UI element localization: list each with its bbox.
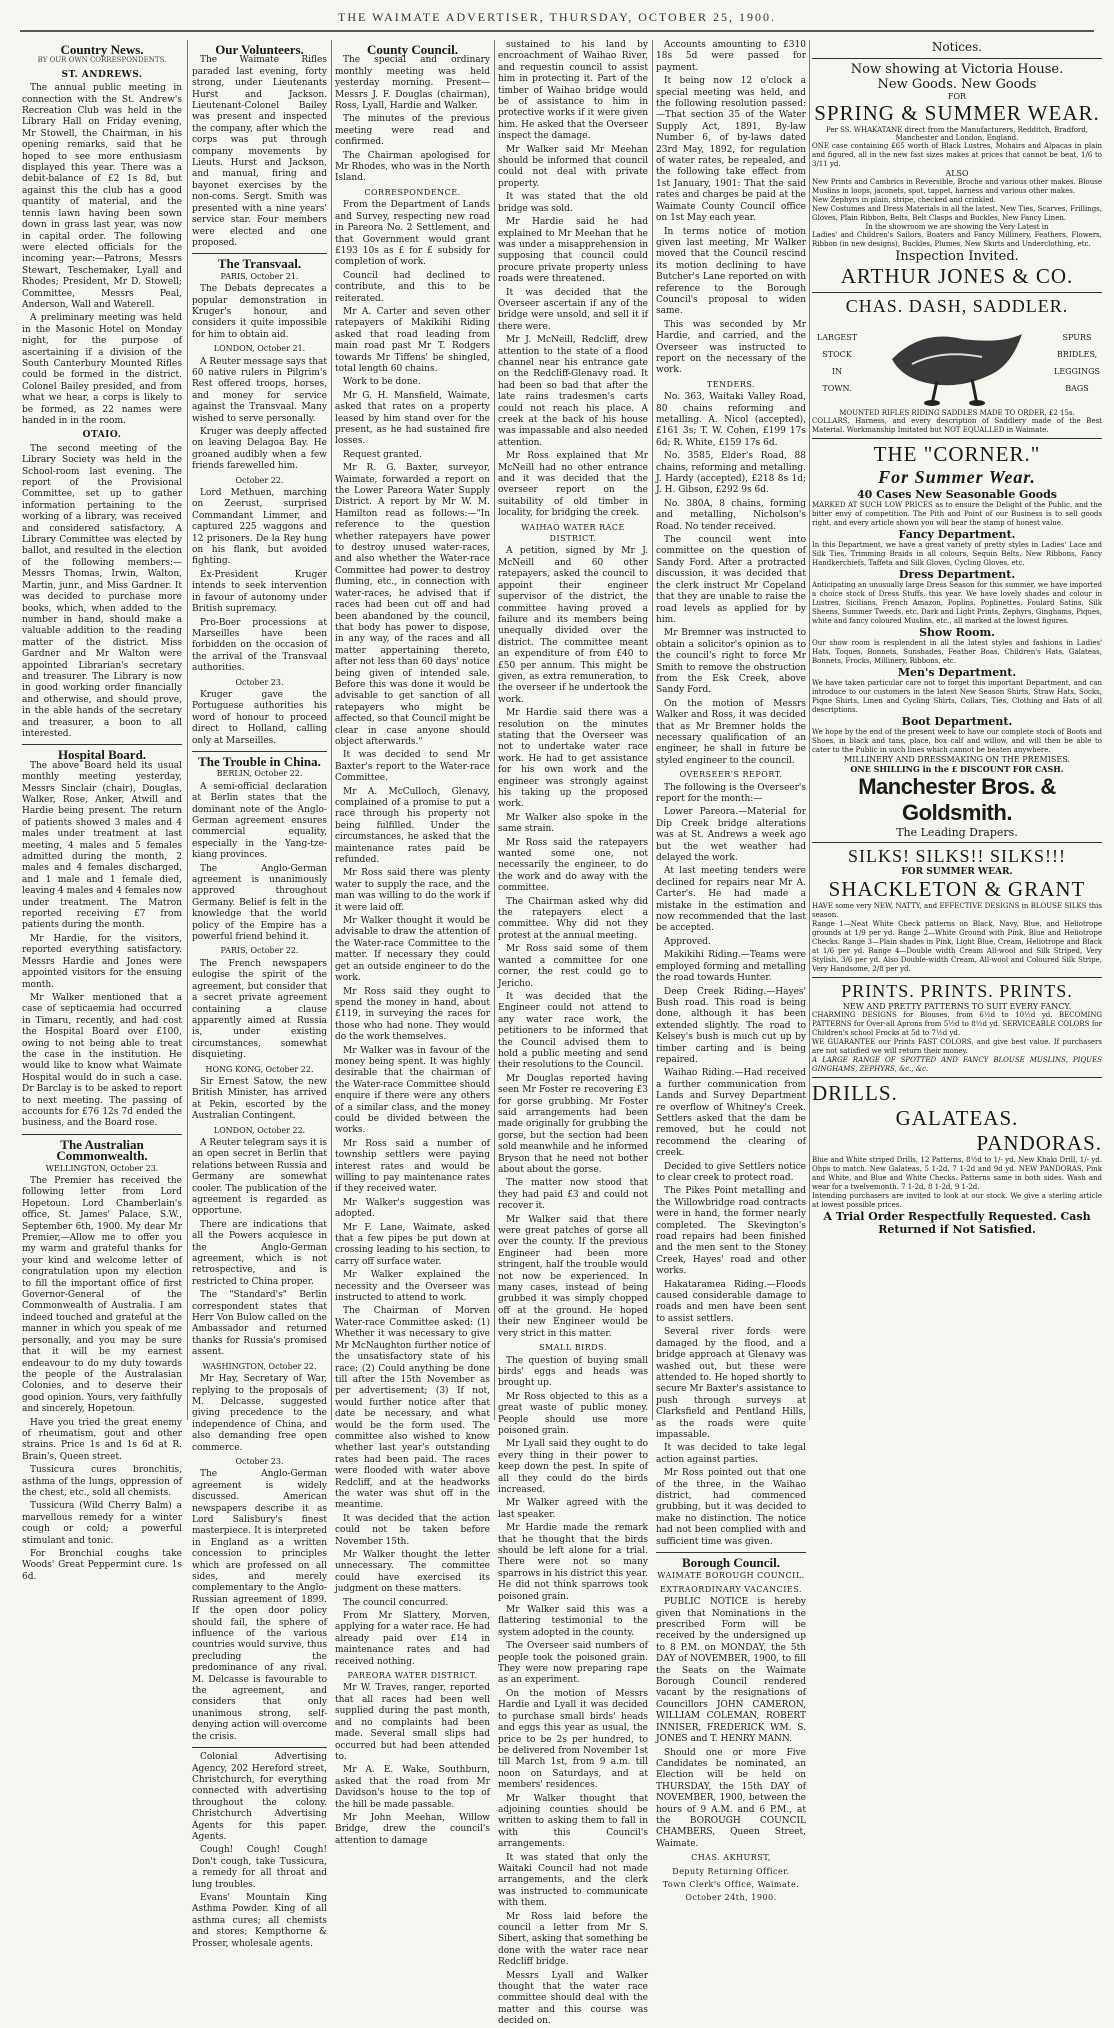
dateline: WELLINGTON, October 23. [45,1163,159,1173]
ad-line: Now showing at Victoria House. [850,62,1064,77]
paragraph: This was seconded by Mr Hardie, and carried, and the Overseer was instructed to report on the necessary of the work. [656,319,806,376]
ad-line: STOCK [822,350,852,359]
notice-subheading: EXTRAORDINARY VACANCIES. [660,1584,802,1594]
ad-line: GALATEAS. [895,1106,1019,1130]
paragraph: Kruger gave the Portuguese authorities his word of honour to proceed direct to Holland, calling only at Marseilles. [192,689,327,746]
ad-line: A Trial Order Respectfully Requested. Cash Returned if Not Satisfied. [823,1210,1091,1236]
ad-line: New Zephyrs in plain, stripe, checked and crinkled. [812,196,997,204]
column-2 [192,40,327,1949]
paragraph: Kruger was deeply affected on leaving Delagoa Bay. He groaned audibly when a few friends farewelled him. [192,427,327,472]
paragraph: Mr Ross said a number of township settlers were paying interest rates and would be willing to pay maintenance rates if they received water. [335,1138,490,1195]
headline-country-news: Country News. [60,42,144,57]
paragraph: A preliminary meeting was held in the Masonic Hotel on Monday night, for the purpose of ascertaining if a division of the South Canterbury Mounted Rifles could be formed in the district. Colonel Bailey presided, and from what we hear, a corps is likely to be formed, as 22 names were handed in in the room. [22,313,182,426]
paragraph: Makikihi Riding.—Teams were employed forming and metalling the road towards Hunter. [656,950,806,984]
ad-line: FOR [947,92,967,101]
ad-line: LEGGINGS [1054,367,1100,376]
paragraph: Ex-President Kruger intends to seek intervention in favour of autonomy under British supremacy. [192,569,327,615]
paragraph: Deep Creek Riding.—Hayes' Bush road. This road is being done, although it has been extended slightly. The road to Kelsey's bush is much cut up by timber carting and is being repaired. [656,986,806,1065]
subhead-overseers-report: OVERSEER'S REPORT. [679,770,783,780]
signature: CHAS. AKHURST, [691,1853,771,1863]
paragraph: In terms notice of motion given last meeting, Mr Walker moved that the Council rescind its motion declining to have Butcher's Lane reported on with reference to the Borough Council's proposal to widen same. [656,226,806,317]
ad-line: TOWN. [822,384,852,393]
divider [192,751,327,752]
paragraph: The "Standard's" Berlin correspondent states that Herr Von Bulow called on the Ambassador and returned thanks for Russia's promised assent. [192,1290,327,1358]
paragraph: Council had declined to contribute, and this to be reiterated. [335,270,490,304]
paragraph: Approved. [664,936,711,947]
paragraph: No. 3585, Elder's Road, 88 chains, reforming and metalling. J. Hardy (accepted), £218 8s 1d; J. H. Gibson, £292 9s 6d. [656,451,806,496]
ad-line: ARTHUR JONES & CO. [840,264,1074,288]
divider [192,253,327,254]
column-3 [335,40,490,1846]
ad-line: Our show room is resplendent in all the latest styles and fashions in Ladies' Hats, Toques, Bonnets, Sunshades, Feather Boas, Children's Hats, Galateas, Bonnets, Frocks, Millinery, Ribbons, etc. [812,639,1102,665]
ad-line: ONE case containing £65 worth of Black Lustres, Mohairs and Alpacas in plain and figured, all in the new fast sizes makes at prices that cannot be beat, 1/6 to 3/11 yd. [812,142,1102,168]
paragraph: Mr Walker was in favour of the money being spent. It was highly desirable that the chairman of the Water-race Committee should enquire if there were any others of a similar class, and the money could be divided between the works. [335,1045,490,1136]
ad-shackleton-grant [812,842,1102,977]
paragraph: The Anglo-German agreement is widely discussed. American newspapers describe it as Lord Salisbury's finest masterpiece. It is interpreted in England as a written concession to principles which are professed on all sides, and merely complementary to the Anglo-Russian agreement of 1899. If the open door policy should fail, the sphere of influence of the various countries would survive, thus precluding the predominance of any rival. M. Delcasse is favourable to the agreement, and considers that only unanimous strong, self-denying action will overcome the crisis. [192,1469,327,1742]
paragraph: Colonial Advertising Agency, 202 Hereford street, Christchurch, for everything connected with advertising throughout the colony. Christchurch Advertising Agents for this paper. Agents. [192,1752,327,1842]
signature: Deputy Returning Officer. [672,1866,790,1876]
divider [192,1747,327,1748]
subhead-waihao-water: WAIHAO WATER RACE DISTRICT. [521,522,625,544]
paragraph: Request granted. [343,449,422,460]
signature: Town Clerk's Office, Waimate. [662,1879,800,1889]
paragraph: Mr Ross pointed out that one of the three, in the Waihao district, had commenced grubbing, but it was decided to make no distinction. The notice had not been complied with and sufficient time was given. [656,1468,806,1547]
paragraph: Mr Hay, Secretary of War, replying to the proposals of M. Delcasse, suggested giving precedence to the independence of China, and also demanding free open commerce. [192,1374,327,1453]
ad-line: SILKS! SILKS!! SILKS!!! [848,846,1066,866]
paragraph: Mr A. McCulloch, Glenavy, complained of a promise to put a race through his property not being fulfilled. Under the circumstances, he asked that the maintenance rates paid be refunded. [335,786,490,866]
subhead-pareora-water: PAREORA WATER DISTRICT. [347,1671,478,1681]
paragraph: No. 363, Waitaki Valley Road, 80 chains reforming and metalling. A. Nicol (accepted), £161 3s; T. W. Cohen, £199 17s 6d; R. White, £159 17s 6d. [656,392,806,448]
ad-line: Anticipating an unusually large Dress Season for this summer, we have imported a choice stock of Dress Stuffs, this year. We have lovely shades and colour in Lustres, Sicilians, French Amazon, Poplins, Poplinettes, Foulard Satins, Silk Sheens, Summer Tweeds, etc. Dark and Light Prints, Zephyrs, Ginghams, Piques, white and fancy coloured Muslins, etc., all marked at the lowest figures. [812,581,1102,625]
paragraph: At last meeting tenders were declined for repairs near Mr A. Carter's. He had made a mistake in the estimation and now recommended that the last be accepted. [656,866,806,934]
subhead-tenders: TENDERS. [706,379,756,389]
paragraph: It was decided to take legal action against parties. [656,1443,806,1465]
ad-line: Show Room. [919,626,995,639]
paragraph: A semi-official declaration at Berlin states that the dominant note of the Anglo-German agreement ensures commercial equality, especially in the Yang-tze-kiang provinces. [192,781,327,861]
dateline: BERLIN, October 22. [216,769,303,779]
column-rule [494,40,495,1420]
ad-line: MILLINERY AND DRESSMAKING ON THE PREMISES. [844,755,1070,764]
paragraph: The Pikes Point metalling and the Willowbridge road contracts were in hand, the former nearly completed. The Skevington's road repairs had been finished and the men sent to the Stoney Creek, Hayes' road and other works. [656,1186,806,1277]
divider [22,744,182,745]
paragraph: It was decided to send Mr Baxter's report to the Water-race Committee. [335,750,490,784]
newspaper-title: THE WAIMATE ADVERTISER, THURSDAY, OCTOBER 25, 1900. [338,10,776,24]
ad-line: CHAS. DASH, SADDLER. [845,296,1069,316]
paragraph: Mr Walker thought the letter unnecessary. The committee could have exercised its judgment on these matters. [335,1550,490,1595]
paragraph: Waihao Riding.—Had received a further communication from Lands and Survey Department re overflow of Whitney's Creek. Settlers asked that the dam be removed, but he could not recommend the clearing of creek. [656,1068,806,1159]
ad-line: CHARMING DESIGNS for Blouses, from 6½d to 10½d yd. BECOMING PATTERNS for Over-all Aprons from 5½d to 8½d yd. SERVICEABLE COLORS for Children's school Frocks at 5d to 7½d yd. [812,1011,1102,1037]
dateline: PARIS, October 21. [220,271,299,281]
paragraph: For Bronchial coughs take Woods' Great Peppermint cure. 1s 6d. [22,1549,182,1582]
ad-line: MOUNTED RIFLES RIDING SADDLES MADE TO ORDER, £2 15s. [839,409,1075,417]
ad-line: COLLARS, Harness, and every description of Saddlery made of the Best Material. Workmanship Imitated but NOT EQUALLED in Waimate. [812,417,1102,434]
paragraph: The question of buying small birds' eggs and heads was brought up. [498,1355,648,1389]
divider [656,1552,806,1553]
paragraph: Decided to give Settlers notice to clear creek to protect road. [656,1161,806,1183]
dateline: HONG KONG, October 22. [205,1064,314,1074]
headline-trouble-in-china: The Trouble in China. [198,753,321,769]
masthead [0,0,1114,34]
paragraph: It was decided that the Overseer ascertain if any of the bridge were unsold, and sell it if there were. [498,287,648,332]
ad-line: IN [831,367,843,376]
paragraph: The following is the Overseer's report for the month:— [656,782,806,804]
paragraph: Lord Methuen, marching on Zeerust, surprised Commandant Limmer, and captured 225 waggons and 12 prisoners. De la Rey hung on his flank, but avoided fighting. [192,488,327,567]
paragraph: Mr F. Lane, Waimate, asked that a few pipes be put down at crossing leading to his section, to carry off surface water. [335,1222,490,1267]
paragraph: Tussicura (Wild Cherry Balm) a marvellous remedy for a winter cough or cold; a powerful stimulant and tonic. [22,1501,182,1546]
ad-line: Men's Department. [897,666,1017,679]
paragraph: Mr John Meehan, Willow Bridge, drew the council's attention to damage [335,1812,490,1846]
ad-line: NEW AND PRETTY PATTERNS TO SUIT EVERY FANCY. [842,1002,1072,1011]
paragraph: The council concurred. [343,1597,449,1608]
paragraph: The Chairman asked why did the ratepayers elect a committee. Why did not they protest at the annual meeting. [498,896,648,941]
paragraph: The French newspapers eulogise the spirit of the agreement, but consider that a secret private agreement containing a clause apparently aimed at Russia is, under existing circumstances, somewhat disquieting. [192,958,327,1061]
headline-our-volunteers: Our Volunteers. [215,42,304,57]
paragraph: On the motion of Messrs Walker and Ross, it was decided that as Mr Bremner holds the necessary qualification of an engineer, he shall in future be styled engineer to the council. [656,698,806,766]
paragraph: Mr Ross laid before the council a letter from Mr S. Sibert, asking that something be done with the water race near Redcliff bridge. [498,1911,648,1968]
paragraph: Mr Bremner was instructed to obtain a solicitor's opinion as to the council's right to force Mr Smith to remove the obstruction from the Esk Creek, above Sandy Ford. [656,628,806,696]
paragraph: The Waimate Rifles paraded last evening, forty strong, under Lieutenants Hurst and Jackson. Lieutenant-Colonel Bailey was present and inspected the company, after which the corps was put through company movements by Lieuts. Hurst and Jackson, and manual, firing and bayonet exercises by the non-coms. Sergt. Smith was presented with a nine years' service star. Four members were elected and one proposed. [192,55,327,248]
dateline: LONDON, October 21. [213,344,306,354]
ad-drills [812,1077,1102,1239]
paragraph: Mr Walker said Mr Meehan should be informed that council could not deal with private property. [498,144,648,189]
masthead-rule [20,30,1094,32]
paragraph: The Debats deprecates a popular demonstration in Kruger's honour, and considers it quite impossible for him to obtain aid. [192,284,327,340]
dateline: WASHINGTON, October 22. [202,1361,317,1371]
paragraph: Mr Walker mentioned that a case of septicaemia had occurred in Timaru, recently, and had cost the Hospital Board over £100, owing to not being able to treat the case in the institution. He would like to know what Waimate Hospital would do in such a case. Dr Barclay is to be asked to report to next meeting. The passing of accounts for £76 12s 7d ended the business, and the Board rose. [22,992,182,1129]
paragraph: Mr Ross said they ought to spend the money in hand, about £119, in surveying the races for those who had none. They would do the work themselves. [335,986,490,1043]
paragraph: Have you tried the great enemy of rheumatism, gout and other strains. Price 1s and 1s 6d at R. Brain's, Queen street. [22,1417,182,1462]
subhead-correspondence: CORRESPONDENCE. [364,187,461,197]
ad-line: SPURS [1062,333,1092,342]
ad-line: Blue and White striped Drills, 12 Patterns, 8½d to 1/- yd. New Khaki Drill, 1/- yd. Ohps to match. New Galateas, 5 1-2d, 7 1-2d and 9d yd. NEW PANDORAS, Pink and White, and Blue and White Checks. Patterns same in both sides. Wash and wear for a twelvemonth. 7 1-2d, 8 1-2d, 9 1-2d. [812,1156,1102,1191]
paragraph: It was stated that the old bridge was sold. [498,192,648,214]
paragraph: Mr G. H. Mansfield, Waimate, asked that rates on a property leased by him stand over for the present, as he had sustained fire losses. [335,390,490,447]
paragraph: Mr W. Traves, ranger, reported that all races had been well supplied during the past month, and no complaints had been made. Several small slips had occurred but had been attended to. [335,1683,490,1762]
ad-line: SHACKLETON & GRANT [828,877,1086,901]
column-rule [652,40,653,1420]
subhead-small-birds: SMALL BIRDS. [539,1343,607,1353]
notice-heading: WAIMATE BOROUGH COUNCIL. [657,1571,805,1581]
subhead-otaio: OTAIO. [82,430,122,441]
ad-line: 40 Cases New Seasonable Goods [857,488,1057,501]
paragraph: Mr Walker thought it would be advisable to draw the attention of the Water-race Committee to the matter. If necessary they could get an outside engineer to do the work. [335,916,490,984]
paragraph: Mr Walker explained the necessity and the Overseer was instructed to attend to work. [335,1270,490,1304]
ad-line: HAVE some very NEW, NATTY, and EFFECTIVE DESIGNS in BLOUSE SILKS this season. [812,902,1102,919]
headline-hospital-board: Hospital Board. [57,747,147,763]
dateline: LONDON, October 22. [213,1125,306,1135]
paragraph: The matter now stood that they had paid £3 and could not recover it. [498,1178,648,1212]
paragraph: A petition, signed by Mr J. McNeill and 60 other ratepayers, asked the council to appoint their engineer supervisor of the district, the committee having proved a failure and its members being unequally divided over the district. The committee meant an expenditure of from £40 to £50 per annum. This might be given, as extra remuneration, to the overseer if he undertook the work. [498,546,648,705]
ad-line: FOR SUMMER WEAR. [901,867,1013,877]
headline-borough-council: Borough Council. [681,1555,780,1570]
paragraph: Mr Ross said the ratepayers wanted some one, not necessarily the engineer, to do the work and do away with the committee. [498,837,648,894]
ad-line: New Prints and Cambrics in Reversible, Broche and various other makes. Blouse Muslins in loops, jaconets, spot, tappet, harness and various other makes. [812,178,1102,195]
paragraph: Mr Ross objected to this as a great waste of public money. People should use more poisoned grain. [498,1391,648,1436]
paragraph: Mr Walker also spoke in the same strain. [498,812,648,835]
paragraph: It was decided that the action could not be taken before November 15th. [335,1513,490,1547]
ad-line: A LARGE RANGE OF SPOTTED AND FANCY BLOUSE MUSLINS, PIQUES GINGHAMS, ZEPHYRS, &c., &c. [812,1056,1102,1073]
ad-line: We hope by the end of the present week to have our complete stock of Boots and Shoes, in black and tans, place, box calf and willow, and will then be able to cater to the Public in such lines which cannot be beaten anywhere. [812,728,1102,754]
paragraph: The minutes of the previous meeting were read and confirmed. [335,114,490,148]
paragraph: Cough! Cough! Cough! Don't cough, take Tussicura, a remedy for all throat and lung troubles. [192,1845,327,1890]
paragraph: It was decided that the Engineer could not attend to any water race work, the petitioners to be informed that the Council advised them to hold a public meeting and send their resolutions to the Council. [498,991,648,1071]
ad-line: Per SS. WHAKATANE direct from the Manufacturers, Redditch, Bradford, Manchester and London, England. [826,126,1088,142]
paragraph: Mr Walker thought that adjoining counties should be written to asking them to fall in with this Council's arrangements. [498,1793,648,1850]
paragraph: Mr Ross explained that Mr McNeill had no other entrance and it was decided that the overseer report on the suitability of old timber in locality, for bridging the creek. [498,451,648,519]
ad-line: In the showroom we are showing the Very Latest in [865,223,1049,231]
paragraph: The annual public meeting in connection with the St. Andrew's Recreation Club was held in the Library Hall on Friday evening, Mr Stowell, the Chairman, in his opening remarks, said that he hoped to see more enthusiasm displayed this year. There was a debit-balance of £2 1s 8d, but against this the club has a good quantity of material, and the tennis lawn having been sown down in grass last year, was now in capital order. The following were elected officials for the incoming year:—Patrons, Messrs Stewart, Teschemaker, Lyall and Rhodes; President, Mr D. Stowell; Committee, Messrs Peal, Anderson, Wall and Waterell. [22,83,182,310]
paragraph: Mr Hardie said he had explained to Mr Meehan that he was under a misapprehension in supposing that council could procure private property unless roads were threatened. [498,217,648,285]
paragraph: Messrs Lyall and Walker thought that the water race committee should deal with the matter and this course was decided on. [498,1970,648,2027]
paragraph: Mr Hardie made the remark that he thought that the birds should be left alone for a trial. There were not so many sparrows in his district this year. He did not think sparrows took poisoned grain. [498,1523,648,1602]
ad-line: LARGEST [816,333,858,342]
paragraph: A Reuter telegram says it is an open secret in Berlin that relations between Russia and Germany are somewhat cooler. The publication of the agreement is regarded as opportune. [192,1137,327,1217]
ad-line: THE "CORNER." [873,442,1041,466]
paragraph: From Mr Slattery, Morven, applying for a water race. He had already paid over £14 in maintenance rates and had received nothing. [335,1611,490,1667]
paragraph: A Reuter message says that 60 native rulers in Pilgrim's Rest offered troops, horses, and money for service against the Transvaal. Many wished to serve personally. [192,356,327,424]
ad-prints [812,977,1102,1077]
byline: BY OUR OWN CORRESPONDENTS. [37,56,167,65]
paragraph: Mr A. E. Wake, Southburn, asked that the road from Mr Davidson's house to the top of the hill be made passable. [335,1765,490,1810]
headline-australian-commonwealth: The Australian Commonwealth. [56,1136,148,1164]
paragraph: Mr A. Carter and seven other ratepayers of Makikihi Riding asked that road leading from main road past Mr T. Rodgers towards Mr Tiffens' be shingled, total length 60 chains. [335,306,490,374]
paragraph: Pro-Boer processions at Marseilles have been forbidden on the occasion of the arrival of the Transvaal authorities. [192,617,327,674]
paragraph: Accounts amounting to £310 18s 5d were passed for payment. [656,40,806,73]
ad-line: The Leading Drapers. [896,826,1018,839]
paragraph: Mr Ross said there was plenty water to supply the race, and the man was willing to do the work if it were laid off. [335,868,490,913]
ad-line: Ladies' and Children's Sailors, Boaters and Fancy Millinery, Feathers, Flowers, Ribbon (in new designs), Buckles, Plumes, New Skirts and Underclothing, etc. [812,231,1102,248]
paragraph: It being now 12 o'clock a special meeting was held, and the following resolution passed:—That section 35 of the Water Supply Act, 1891, By-law Number 6, of by-laws dated 23rd May, 1892, for regulation of water rates, be repealed, and the following take effect from 1st January, 1901: That the said rates and charges be paid at the Waimate County Council office on 1st May each year. [656,76,806,224]
paragraph: The Premier has received the following letter from Lord Hopetoun. Lord Chamberlain's office, St. James' Palace, S.W., September 6th, 1900. My dear Mr Premier,—Allow me to offer you my warm and grateful thanks for your kind and welcome letter of congratulation upon my election to fill the important office of first Governor-General of the Commonwealth of Australia. I am indeed touched and grateful at the manner in which you speak of me personally, and you may be sure that it will be my earnest endeavour to do my duty towards the people of the Australasian Colonies, and to deserve their good opinion. Yours, very faithfully and sincerely, Hopetoun. [22,1176,182,1415]
ad-line: SPRING & SUMMER WEAR. [814,101,1100,125]
ad-line: PRINTS. PRINTS. PRINTS. [841,981,1073,1001]
ad-line: DRILLS. [812,1081,898,1105]
paragraph: Mr Lyall said they ought to do every thing in their power to keep down the pest. In spite of all they could do the birds increased. [498,1439,648,1495]
paragraph: Mr Walker agreed with the last speaker. [498,1498,648,1520]
column-4 [498,40,648,2027]
ad-line: MARKED AT SUCH LOW PRICES as to ensure the Delight of the Public, and the bitter envy of competition. The Pith and Point of our Business is to sell goods right, and every article shown you will bear the stamp of honest value. [812,501,1102,527]
paragraph: Mr J. McNeill, Redcliff, drew attention to the state of a flood channel near his entrance gate on the Redcliff-Glenavy road. It had been so bad that after the late rains tradesmen's carts could not reach his place. A creek at the back of his house was impassable and also needed attention. [498,335,648,448]
paragraph: It was stated that only the Waitaki Council had not made arrangements, and the clerk was instructed to communicate with them. [498,1852,648,1909]
paragraph: The Chairman apologised for Mr Rhodes, who was in the North Island. [335,150,490,184]
advertisements-column [812,40,1102,1420]
ad-line: For Summer Wear. [878,467,1036,487]
paragraph: Sir Ernest Satow, the new British Minister, has arrived at Pekin, escorted by the Australian Contingent. [192,1076,327,1122]
ad-line: WE GUARANTEE our Prints FAST COLORS, and give best value. If purchasers are not satisfied we will return their money. [812,1038,1102,1055]
paragraph: Evans' Mountain King Asthma Powder. King of all asthma cures; all chemists and stores; Kempthorne & Prosser, wholesale agents. [192,1892,327,1949]
notices-heading: Notices. [931,40,983,54]
paragraph: The Chairman of Morven Water-race Committee asked: (1) Whether it was necessary to give Mr McNaughton further notice of the unsatisfactory state of his race; (2) Could anything be done till after the 15th November as per advertisement; (3) If not, would further notice after that date be necessary, and what would be the form used. The committee also wished to know whether last year's outstanding rates had been paid. The races were flooded with water above Redcliff, and at the headworks the water was shut off in the meantime. [335,1306,490,1511]
ad-arthur-jones [812,58,1102,292]
signature: October 24th, 1900. [685,1893,777,1903]
paragraph: Work to be done. [343,377,421,388]
paragraph: Mr Douglas reported having seen Mr Foster re recovering £3 for gorse grubbing. Mr Foster said arrangements had been made originally for grubbing the gorse, but the section had been sold meanwhile and he informed Bryson that he need not bother about about the gorse. [498,1073,648,1175]
ad-line: BAGS [1065,384,1089,393]
ad-line: Fancy Department. [898,528,1016,541]
headline-transvaal: The Transvaal. [217,256,302,272]
paragraph: Hakataramea Riding.—Floods caused considerable damage to roads and men have been sent to assist settlers. [656,1279,806,1324]
ad-line: New Costumes and Dress Materials in all the latest. New Ties, Scarves, Frillings, Gloves, Plain Ribbon, Belts, Belt Clasps and Buckles, New Fancy Linen. [812,205,1102,222]
ad-the-corner [812,438,1102,842]
ad-line: Dress Department. [898,568,1016,581]
headline-county-council: County Council. [366,42,459,57]
ad-line: In this Department, we have a great variety of pretty styles in Ladies' Lace and Silk Ties, Trimming Braids in all colours, Sequin Belts, New Ribbons, Fancy Handkerchiefs, Taffeta and Silk Gloves, Cycling Gloves, etc. [812,541,1102,567]
column-rule [809,40,810,1420]
dateline: October 22. [235,475,284,485]
ad-line: We have taken particular care not to forget this important Department, and can introduce to our customers in the latest New Season Shirts, Straw Hats, Socks, Pique Shirts, Linen and Cycling Shirts, Collars, Ties, Clothing and Hats of all descriptions. [812,679,1102,714]
paragraph: Mr Hardie, for the visitors, reported everything satisfactory. Messrs Hardie and Jones were appointed visitors for the ensuing month. [22,933,182,990]
dateline: October 23. [235,677,284,687]
paragraph: The Anglo-German agreement is unanimously approved throughout Germany. Belief is felt in the knowledge that the world policy of the Empire has a powerful friend behind it. [192,863,327,943]
paragraph: Lower Pareora.—Material for Dip Creek bridge alterations was at St. Andrews a week ago but the wet weather had delayed the work. [656,807,806,864]
subhead-st-andrews: ST. ANDREWS. [61,69,143,80]
ad-chas-dash [812,292,1102,438]
column-rule [187,40,188,1420]
paragraph: From the Department of Lands and Survey, respecting new road in Pareora No. 2 Settlement, and that Government would grant £193 10s as £ for £ subsidy for completion of work. [335,200,490,268]
paragraph: Mr Hardie said there was a resolution on the minutes stating that the Overseer was not to undertake water race work. He had to get assistance for his own work and the engineer was strongly against his taking up the proposed work. [498,708,648,810]
dateline: October 23. [235,1456,284,1466]
paragraph: The special and ordinary monthly meeting was held yesterday morning. Present—Messrs J. F. Douglas (chairman), Ross, Lyall, Hardie and Walker. [335,55,490,112]
paragraph: There are indications that all the Powers acquiesce in the Anglo-German agreement, which is not retrospective, and is restricted to China proper. [192,1219,327,1287]
divider [22,1134,182,1135]
ad-line: PANDORAS. [976,1131,1102,1155]
ad-line: ONE SHILLING in the £ DISCOUNT FOR CASH. [850,764,1064,774]
ad-line: ALSO [945,169,969,178]
ad-line: Manchester Bros. & Goldsmith. [858,774,1056,825]
paragraph: The council went into committee on the question of Sandy Ford. After a protracted discussion, it was decided that the clerk instruct Mr Copeland that they are unable to raise the road levels as applied for by him. [656,535,806,625]
column-1 [22,40,182,1582]
paragraph: No. 380A, 8 chains, forming and metalling, Nicholson's Road. No tender received. [656,498,806,532]
paragraph: Mr Walker said this was a flattering testimonial to the system adopted in the county. [498,1605,648,1638]
ad-line: New Goods. New Goods [877,77,1037,92]
column-5 [656,40,806,1903]
paragraph: The Overseer said numbers of people took the poisoned grain. They were now preparing rape as an experiment. [498,1641,648,1686]
ad-line: Boot Department. [901,715,1013,728]
ad-line: Intending purchasers are invited to look at our stock. We give a sterling article at lowest possible prices. [812,1192,1102,1209]
ad-line: Inspection Invited. [895,249,1019,264]
paragraph: On the motion of Messrs Hardie and Lyall it was decided to purchase small birds' heads and eggs this year as usual, the price to be 2s per hundred, to be delivered from November 1st till March 1st, from 9 a.m. till noon on Saturdays, and at members' residences. [498,1688,648,1791]
paragraph: The above Board held its usual monthly meeting yesterday, Messrs Sinclair (chair), Douglas, Walker, Rose, Anker, Atwill and Hardie being present. The return of patients showed 3 males and 4 males under treatment at last meeting, 4 males and 5 females admitted during the month, 2 males and 4 females discharged, and 1 male and 1 female died, leaving 4 males and 4 females now under treatment. The Matron reported receiving £7 from patients during the month. [22,760,182,931]
paragraph: Mr Walker's suggestion was adopted. [335,1197,490,1220]
paragraph: Several river fords were damaged by the flood, and a bridge approach at Glenavy was washed out, but these were attended to. He hoped shortly to secure Mr Baxter's assistance to push through surveys at Clarksfield and Pentland Hills, as the roads were quite impassable. [656,1327,806,1440]
paragraph: The second meeting of the Library Society was held in the School-room last evening. The report of the Provisional Committee, set up to gather information pertaining to the working of a library, was received and considered satisfactory. A Library Committee was elected by ballot, and resulted in the election of the following members:—Messrs Thomas, Irwin, Walton, Martin, junr., and Miss Gardner. It was decided to purchase more books, which, when added to the number in hand, should make a valuable addition to the reading matter of the district. Miss Gardner and Mr Walton were appointed Librarian's secretary and treasurer. The Library is now in good working order financially and otherwise, and should prove, in the able hands of the secretary and treasurer, a boon to all interested. [22,443,182,739]
paragraph: Mr R. G. Baxter, surveyor, Waimate, forwarded a report on the Lower Pareora Water Supply District. A report by Mr W. M. Hamilton read as follows:—"In reference to the question whether ratepayers have power to destroy unused water-races, and also whether the Water-race Committee had power to destroy fluming, etc., in connection with water-races, he advised that if races had been cut off and had been abandoned by the council, that body has power to dispose, in any way, of the races and all matter appertaining thereto, after not less than 60 days' notice being given of intended sale. Before this was done it would be advisable to get sanction of all ratepayers who might be affected, so that Council might be clear in case anyone should object afterwards." [335,463,490,747]
paragraph: Mr Ross said some of them wanted a committee for one corner, the rest could go to Jericho. [498,944,648,989]
column-rule [331,40,332,1420]
paragraph: PUBLIC NOTICE is hereby given that Nominations in the prescribed Form will be received by the undersigned up to 8 P.M. on MONDAY, the 5th DAY of NOVEMBER, 1900, to fill the Seats on the Waimate Borough Council rendered vacant by the resignations of Councillors JOHN CAMERON, WILLIAM COLEMAN, ROBERT INNISER, FREDERICK WM. S. JONES and T. HENRY MANN. [656,1597,806,1745]
paragraph: Should one or more Five Candidates be nominated, an Election will be held on THURSDAY, the 15th DAY of NOVEMBER, 1900, between the hours of 9 A.M. and 6 P.M., at the BOROUGH COUNCIL CHAMBERS, Queen Street, Waimate. [656,1747,806,1849]
paragraph: Tussicura cures bronchitis, asthma of the lungs, oppression of the chest, etc., sold all chemists. [22,1465,182,1498]
ad-line: BRIDLES, [1056,350,1098,359]
paragraph: sustained to his land by encroachment of Waihao River, and requestin council to assist him in protecting it. Part of the timber of Waihao bridge would be of assistance to him in protective works if it were given him. He asked that the Overseer inspect the damage. [498,40,648,142]
paragraph: Mr Walker said that there were great patches of gorse all over the county. If the previous Engineer had been more stringent, half the trouble would not now be experienced. In many cases, instead of being grubbed it was simply chopped off at the ground. He hoped their new Engineer would be very strict in this matter. [498,1214,648,1339]
ad-line: Range 1—Neat White Check patterns on Black, Navy, Blue, and Heliotrope grounds at 1/9 per yd. Range 2—White Ground with Pink, Blue and Heliotrope Checks. Range 3—Plain shades in Pink, Light Blue, Cream, Heliotrope and Black at 1/6 per yd. Range 4—Double width Cream All-wool and Silk Striped, Very Stylish, 3/6 per yd. Also Double-width Cream, All-wool and Coloured Silk Stripe, Very Handsome, 2/8 per yd. [812,920,1102,973]
saddle-illustration-icon [882,319,1032,407]
dateline: PARIS, October 22. [220,946,299,956]
